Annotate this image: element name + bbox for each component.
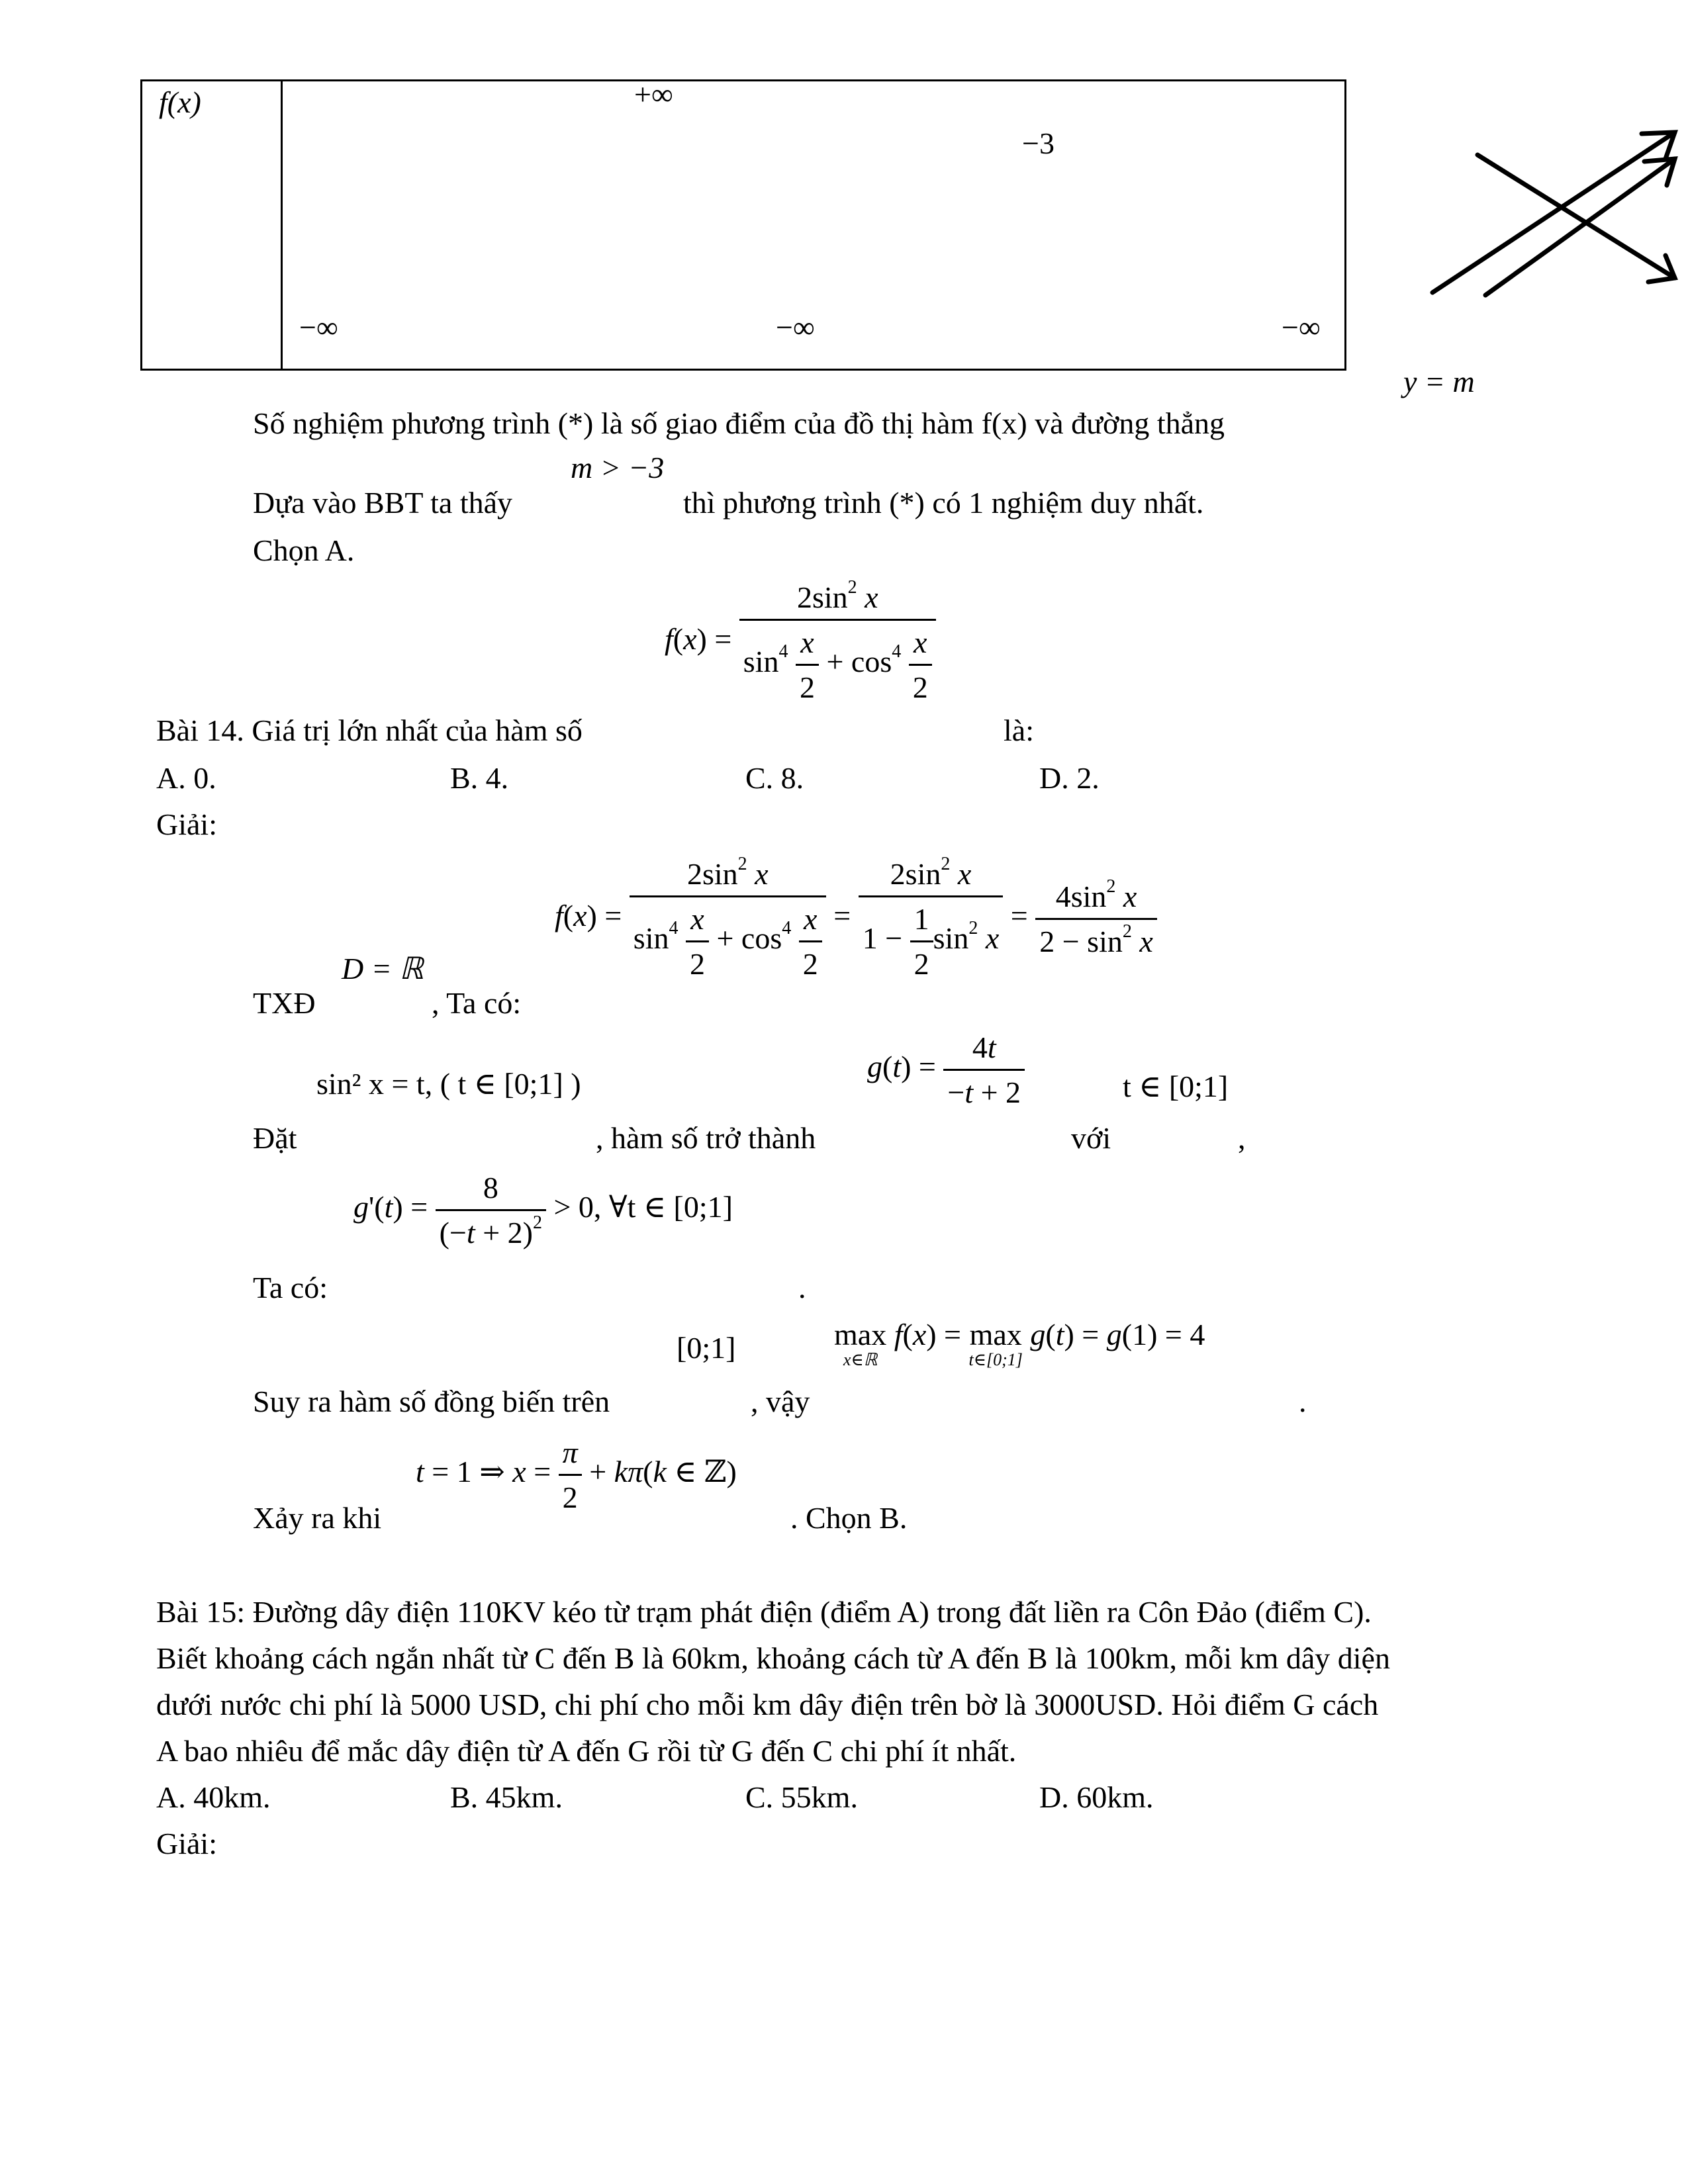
period-2: .: [1299, 1385, 1307, 1418]
problem-15-line-3: dưới nước chi phí là 5000 USD, chi phí cho mỗi km dây điện trên bờ là 3000USD. Hỏi điểm G cách: [156, 1688, 1379, 1721]
problem-15-line-4: A bao nhiêu để mắc dây điện từ A đến G rồi từ G đến C chi phí ít nhất.: [156, 1734, 1017, 1768]
derivative-formula: g'(t) = $\frac{8}{(-t + 2)^2}$ > 0, ∀t ∈ [0;1]: [353, 1171, 733, 1250]
ta-co-text-2: Ta có:: [253, 1271, 328, 1304]
option-c: C. 8.: [745, 761, 804, 795]
solution-line-2-start: Dựa vào BBT ta thấy: [253, 486, 513, 520]
problem-15-option-c: C. 55km.: [745, 1780, 858, 1814]
option-d: D. 2.: [1039, 761, 1100, 795]
vay-text: , vậy: [751, 1385, 810, 1418]
solution-x-formula: t = 1 ⇒ x = $\frac{\pi}{2}$ + kπ(k ∈ ℤ): [416, 1435, 737, 1514]
solution-line-1: Số nghiệm phương trình (*) là số giao điểm của đồ thị hàm f(x) và đường thẳng: [253, 406, 1225, 440]
table-row-label: f(x): [159, 85, 201, 119]
g-function-formula: g(t) = $\frac{4t}{-t + 2}$: [867, 1030, 1025, 1110]
line-rising-1: [1432, 132, 1675, 293]
solution-line-2-end: thì phương trình (*) có 1 nghiệm duy nhất.: [683, 486, 1204, 520]
table-value-minus-three: −3: [1022, 126, 1055, 160]
solution-answer-a: Chọn A.: [253, 533, 355, 567]
problem-14-stem: Bài 14. Giá trị lớn nhất của hàm số: [156, 713, 583, 747]
problem-14-stem-end: là:: [1004, 713, 1034, 747]
condition-m-greater-minus-three: m > −3: [571, 451, 665, 484]
option-a: A. 0.: [156, 761, 216, 795]
problem-15-line-2: Biết khoảng cách ngắn nhất từ C đến B là 60km, khoảng cách từ A đến B là 100km, mỗi km dây diện: [156, 1641, 1390, 1675]
table-value-minus-infinity-middle: −∞: [776, 310, 815, 344]
table-value-plus-infinity: +∞: [634, 77, 673, 111]
graph-label-y-equals-m: y = m: [1403, 365, 1475, 398]
solution-heading: Giải:: [156, 807, 217, 841]
xay-ra-khi-text: Xảy ra khi: [253, 1501, 382, 1535]
interval-label: [0;1]: [677, 1331, 736, 1365]
option-b: B. 4.: [450, 761, 509, 795]
table-value-minus-infinity-left: −∞: [299, 310, 338, 344]
comma-text: ,: [1238, 1121, 1246, 1155]
ham-so-tro-thanh-text: , hàm số trở thành: [596, 1121, 816, 1155]
domain-label: TXĐ: [253, 986, 316, 1020]
answer-b-text: . Chọn B.: [790, 1501, 908, 1535]
domain-formula: D = ℝ: [342, 952, 424, 985]
line-falling: [1477, 155, 1675, 278]
problem-15-option-d: D. 60km.: [1039, 1780, 1154, 1814]
dong-bien-text: Suy ra hàm số đồng biến trên: [253, 1385, 610, 1418]
function-definition-formula: f(x) = $2\sin^2$ x $\sin^4$ $\frac{x}{2}$ + $\cos^4$ $\frac{x}{2}$: [665, 580, 936, 705]
table-value-minus-infinity-right: −∞: [1282, 310, 1321, 344]
problem-15-line-1: Bài 15: Đường dây điện 110KV kéo từ trạm phát điện (điểm A) trong đất liền ra Côn Đảo (điểm C).: [156, 1595, 1372, 1629]
table-divider: [281, 79, 283, 371]
dat-text: Đặt: [253, 1121, 297, 1155]
t-interval-formula: t ∈ [0;1]: [1123, 1069, 1229, 1103]
crossing-lines-graphic: [1417, 119, 1681, 311]
ta-co-text: , Ta có:: [432, 986, 522, 1020]
period-1: .: [798, 1271, 806, 1304]
max-formula: max x∈ℝ f(x) = max t∈[0;1] g(t) = g(1) = 4: [834, 1318, 1205, 1369]
problem-15-solution-heading: Giải:: [156, 1827, 217, 1860]
transformation-formula: f(x) = $2\sin^2$ x $\sin^4$ $\frac{x}{2}$ + $\cos^4$ $\frac{x}{2}$ = $2\sin^2$ x 1 − $\frac{1}{2}$ $\sin^2 x$ = $\frac{4\sin^2 x}{2 - \sin^2 x}$: [555, 856, 1157, 981]
problem-15-option-a: A. 40km.: [156, 1780, 271, 1814]
voi-text: với: [1071, 1121, 1111, 1155]
substitution-formula: sin² x = t, ( t ∈ [0;1] ): [316, 1067, 581, 1101]
problem-15-option-b: B. 45km.: [450, 1780, 563, 1814]
